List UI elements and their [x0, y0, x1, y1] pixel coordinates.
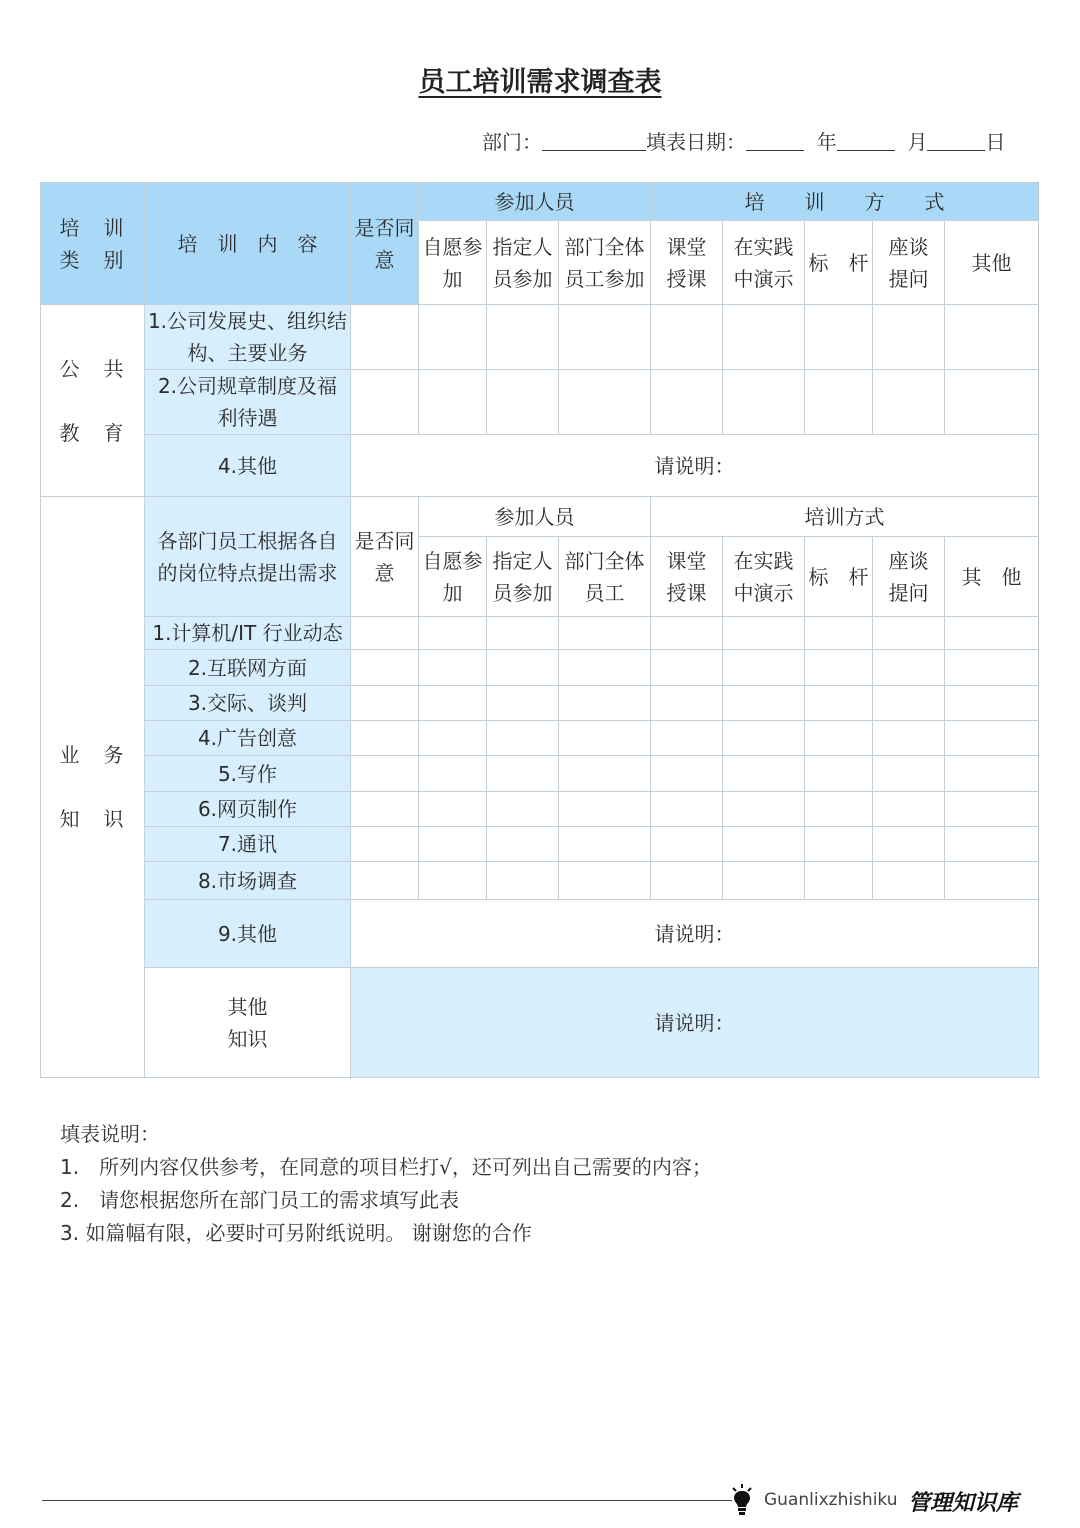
notes-heading: 填表说明： — [60, 1122, 160, 1146]
business-seminar-header: 座谈 提问 — [873, 537, 945, 617]
check-cell[interactable] — [419, 792, 487, 827]
table-row — [41, 370, 1039, 435]
agree-header: 是否同 意 — [351, 183, 419, 305]
check-cell[interactable] — [651, 370, 723, 435]
table-row — [41, 862, 1039, 900]
check-cell[interactable] — [651, 617, 723, 650]
check-cell[interactable] — [873, 721, 945, 756]
check-cell[interactable] — [873, 686, 945, 721]
form-notes — [60, 1118, 712, 1250]
dept-field[interactable] — [542, 130, 646, 151]
check-cell[interactable] — [559, 792, 651, 827]
check-cell[interactable] — [419, 686, 487, 721]
business-item: 2.互联网方面 — [145, 650, 351, 686]
check-cell[interactable] — [723, 650, 805, 686]
check-cell[interactable] — [805, 756, 873, 792]
business-header-row — [41, 497, 1039, 537]
business-classroom-header: 课堂 授课 — [651, 537, 723, 617]
check-cell[interactable] — [945, 305, 1039, 370]
check-cell[interactable] — [419, 862, 487, 900]
header-row — [41, 183, 1039, 221]
practice-header: 在实践 中演示 — [723, 221, 805, 305]
month-label: 月 — [907, 130, 928, 154]
business-practice-header: 在实践 中演示 — [723, 537, 805, 617]
check-cell[interactable] — [351, 792, 419, 827]
day-field[interactable] — [927, 130, 985, 151]
check-cell[interactable] — [723, 756, 805, 792]
table-row — [41, 827, 1039, 862]
business-methods-header: 培训方式 — [651, 497, 1039, 537]
check-cell[interactable] — [559, 650, 651, 686]
check-cell[interactable] — [559, 756, 651, 792]
business-explain-field[interactable]: 请说明： — [351, 900, 1039, 968]
check-cell[interactable] — [723, 686, 805, 721]
check-cell[interactable] — [351, 721, 419, 756]
check-cell[interactable] — [559, 721, 651, 756]
check-cell[interactable] — [873, 827, 945, 862]
designated-header: 指定人 员参加 — [487, 221, 559, 305]
business-item: 5.写作 — [145, 756, 351, 792]
check-cell[interactable] — [805, 650, 873, 686]
check-cell[interactable] — [723, 792, 805, 827]
check-cell[interactable] — [945, 370, 1039, 435]
check-cell[interactable] — [805, 686, 873, 721]
table-row — [41, 968, 1039, 1078]
table-row — [41, 435, 1039, 497]
business-dept-all-header: 部门全体 员工 — [559, 537, 651, 617]
benchmark-header: 标 杆 — [805, 221, 873, 305]
check-cell[interactable] — [487, 862, 559, 900]
table-row — [41, 900, 1039, 968]
footer-divider — [42, 1500, 732, 1501]
check-cell[interactable] — [873, 617, 945, 650]
table-row — [41, 617, 1039, 650]
check-cell[interactable] — [487, 686, 559, 721]
table-row — [41, 650, 1039, 686]
check-cell[interactable] — [487, 721, 559, 756]
check-cell[interactable] — [351, 370, 419, 435]
other-method-header: 其他 — [945, 221, 1039, 305]
other-knowledge-category: 其他 知识 — [145, 968, 351, 1078]
check-cell[interactable] — [805, 862, 873, 900]
business-designated-header: 指定人 员参加 — [487, 537, 559, 617]
check-cell[interactable] — [487, 827, 559, 862]
table-row — [41, 305, 1039, 370]
business-item: 6.网页制作 — [145, 792, 351, 827]
public-item: 2.公司规章制度及福 利待遇 — [145, 370, 351, 435]
check-cell[interactable] — [419, 756, 487, 792]
check-cell[interactable] — [487, 617, 559, 650]
check-cell[interactable] — [805, 721, 873, 756]
check-cell[interactable] — [487, 370, 559, 435]
check-cell[interactable] — [559, 686, 651, 721]
check-cell[interactable] — [419, 827, 487, 862]
check-cell[interactable] — [873, 792, 945, 827]
check-cell[interactable] — [945, 686, 1039, 721]
table-row — [41, 721, 1039, 756]
check-cell[interactable] — [945, 617, 1039, 650]
public-item: 1.公司发展史、组织结 构、主要业务 — [145, 305, 351, 370]
check-cell[interactable] — [723, 827, 805, 862]
check-cell[interactable] — [805, 827, 873, 862]
check-cell[interactable] — [873, 650, 945, 686]
check-cell[interactable] — [945, 827, 1039, 862]
business-item: 4.广告创意 — [145, 721, 351, 756]
dept-label: 部门： — [482, 130, 542, 154]
check-cell[interactable] — [651, 827, 723, 862]
check-cell[interactable] — [351, 827, 419, 862]
check-cell[interactable] — [419, 370, 487, 435]
date-label: 填表日期： — [646, 130, 746, 154]
check-cell[interactable] — [945, 650, 1039, 686]
check-cell[interactable] — [651, 756, 723, 792]
survey-table — [40, 182, 1039, 1078]
check-cell[interactable] — [805, 792, 873, 827]
check-cell[interactable] — [351, 617, 419, 650]
check-cell[interactable] — [723, 370, 805, 435]
check-cell[interactable] — [805, 305, 873, 370]
classroom-header: 课堂 授课 — [651, 221, 723, 305]
brand-chinese: 管理知识库 — [908, 1491, 1019, 1516]
methods-header: 培 训 方 式 — [651, 183, 1039, 221]
check-cell[interactable] — [559, 305, 651, 370]
check-cell[interactable] — [559, 827, 651, 862]
check-cell[interactable] — [945, 756, 1039, 792]
business-other-item: 9.其他 — [145, 900, 351, 968]
check-cell[interactable] — [651, 650, 723, 686]
form-title: 员工培训需求调查表 — [418, 67, 662, 98]
check-cell[interactable] — [487, 650, 559, 686]
check-cell[interactable] — [945, 862, 1039, 900]
business-item: 3.交际、谈判 — [145, 686, 351, 721]
form-meta — [482, 126, 1005, 156]
notes-line: 3. 如篇幅有限，必要时可另附纸说明。 谢谢您的合作 — [60, 1221, 532, 1245]
check-cell[interactable] — [873, 305, 945, 370]
check-cell[interactable] — [559, 617, 651, 650]
notes-line: 1. 所列内容仅供参考，在同意的项目栏打√，还可列出自己需要的内容； — [60, 1155, 712, 1179]
check-cell[interactable] — [351, 650, 419, 686]
check-cell[interactable] — [651, 862, 723, 900]
business-participants-header: 参加人员 — [419, 497, 651, 537]
check-cell[interactable] — [723, 721, 805, 756]
check-cell[interactable] — [351, 305, 419, 370]
business-item: 7.通讯 — [145, 827, 351, 862]
business-intro: 各部门员工根据各自 的岗位特点提出需求 — [145, 497, 351, 617]
check-cell[interactable] — [805, 370, 873, 435]
year-field[interactable] — [746, 130, 804, 151]
brand-english: Guanlixzhishiku — [764, 1490, 898, 1510]
lightbulb-icon — [730, 1484, 754, 1516]
check-cell[interactable] — [723, 862, 805, 900]
check-cell[interactable] — [873, 862, 945, 900]
check-cell[interactable] — [945, 792, 1039, 827]
check-cell[interactable] — [945, 721, 1039, 756]
check-cell[interactable] — [651, 686, 723, 721]
check-cell[interactable] — [559, 862, 651, 900]
category-header: 培 训 类 别 — [41, 183, 145, 305]
business-voluntary-header: 自愿参 加 — [419, 537, 487, 617]
day-label: 日 — [985, 130, 1006, 154]
public-explain-field[interactable]: 请说明： — [351, 435, 1039, 497]
notes-line: 2. 请您根据您所在部门员工的需求填写此表 — [60, 1188, 460, 1212]
check-cell[interactable] — [651, 721, 723, 756]
check-cell[interactable] — [487, 756, 559, 792]
business-category: 业 务 知 识 — [41, 497, 145, 1078]
check-cell[interactable] — [873, 370, 945, 435]
check-cell[interactable] — [805, 617, 873, 650]
year-label: 年 — [816, 130, 837, 154]
business-item: 8.市场调查 — [145, 862, 351, 900]
check-cell[interactable] — [873, 756, 945, 792]
public-other-item: 4.其他 — [145, 435, 351, 497]
check-cell[interactable] — [351, 862, 419, 900]
check-cell[interactable] — [487, 305, 559, 370]
check-cell[interactable] — [419, 617, 487, 650]
business-agree-header: 是否同 意 — [351, 497, 419, 617]
content-header: 培 训 内 容 — [145, 183, 351, 305]
business-benchmark-header: 标 杆 — [805, 537, 873, 617]
business-item: 1.计算机/IT 行业动态 — [145, 617, 351, 650]
check-cell[interactable] — [351, 686, 419, 721]
voluntary-header: 自愿参 加 — [419, 221, 487, 305]
check-cell[interactable] — [419, 650, 487, 686]
check-cell[interactable] — [559, 370, 651, 435]
business-other-method-header: 其 他 — [945, 537, 1039, 617]
check-cell[interactable] — [419, 305, 487, 370]
public-category: 公 共 教 育 — [41, 305, 145, 497]
check-cell[interactable] — [651, 305, 723, 370]
table-row — [41, 756, 1039, 792]
seminar-header: 座谈 提问 — [873, 221, 945, 305]
table-row — [41, 792, 1039, 827]
table-row — [41, 686, 1039, 721]
participants-header: 参加人员 — [419, 183, 651, 221]
dept-all-header: 部门全体 员工参加 — [559, 221, 651, 305]
check-cell[interactable] — [351, 756, 419, 792]
check-cell[interactable] — [723, 305, 805, 370]
check-cell[interactable] — [651, 792, 723, 827]
check-cell[interactable] — [487, 792, 559, 827]
check-cell[interactable] — [723, 617, 805, 650]
other-knowledge-explain-field[interactable]: 请说明： — [351, 968, 1039, 1078]
month-field[interactable] — [837, 130, 895, 151]
check-cell[interactable] — [419, 721, 487, 756]
